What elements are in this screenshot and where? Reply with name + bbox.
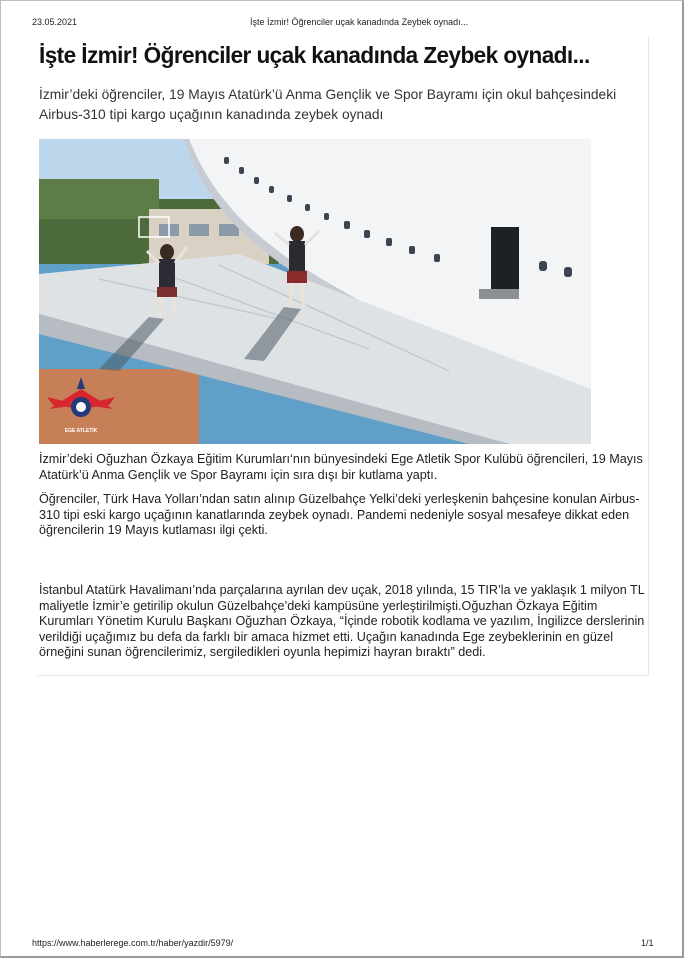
print-page-number: 1/1 [641,938,654,948]
article-headline: İşte İzmir! Öğrenciler uçak kanadında Zeybek oynadı... [39,42,590,68]
paragraph-2: Öğrenciler, Türk Hava Yolları’ndan satın alınıp Güzelbahçe Yelki’deki yerleşkenin bahçesine konulan Airbus-310 tipi eski kargo uçağının kanatlarında zeybek oynadı. Pandemi nedeniyle sosyal mesafeye dikkat eden öğrencilerin 19 Mayıs kutlaması ilgi çekti. [39,492,640,537]
paragraph-3: İstanbul Atatürk Havalimanı’nda parçalarına ayrılan dev uçak, 2018 yılında, 15 TIR’la ve yaklaşık 1 milyon TL maliyetle İzmir’e getirilip okulun Güzelbahçe’deki kampüsüne yerleştirilmişti.Oğuzhan Özkaya Eğitim Kurumları Yönetim Kurulu Başkanı Oğuzhan Özkaya, “İçinde robotik kodlama ve yazılım, İngilizce derslerinin verildiği uçağımız bu defa da farklı bir amaca hizmet etti. Uçağın kanadında Ege zeybeklerinin en güzel örneğini sunan öğrencilerimiz, sergiledikleri oyunla hepimizi hayran bıraktı” dedi. [39,583,645,659]
print-footer-url: https://www.haberlerege.com.tr/haber/yazdir/5979/ [32,938,234,948]
print-header-title: İşte İzmir! Öğrenciler uçak kanadında Zeybek oynadı... [250,17,469,27]
paragraph-1: İzmir’deki Oğuzhan Özkaya Eğitim Kurumları‘nın bünyesindeki Ege Atletik Spor Kulübü öğrencileri, 19 Mayıs Atatürk’ü Anma Gençlik ve Spor Bayramı için sıra dışı bir kutlama yaptı. [39,452,643,482]
article-photo [39,139,591,444]
print-date: 23.05.2021 [32,17,78,27]
article [37,36,649,676]
logo-text: EGE ATLETİK [64,428,98,434]
article-lead: İzmir’deki öğrenciler, 19 Mayıs Atatürk’ü Anma Gençlik ve Spor Bayramı için okul bahçesindeki Airbus-310 tipi kargo uçağının kanadında zeybek oynadı [39,87,617,122]
